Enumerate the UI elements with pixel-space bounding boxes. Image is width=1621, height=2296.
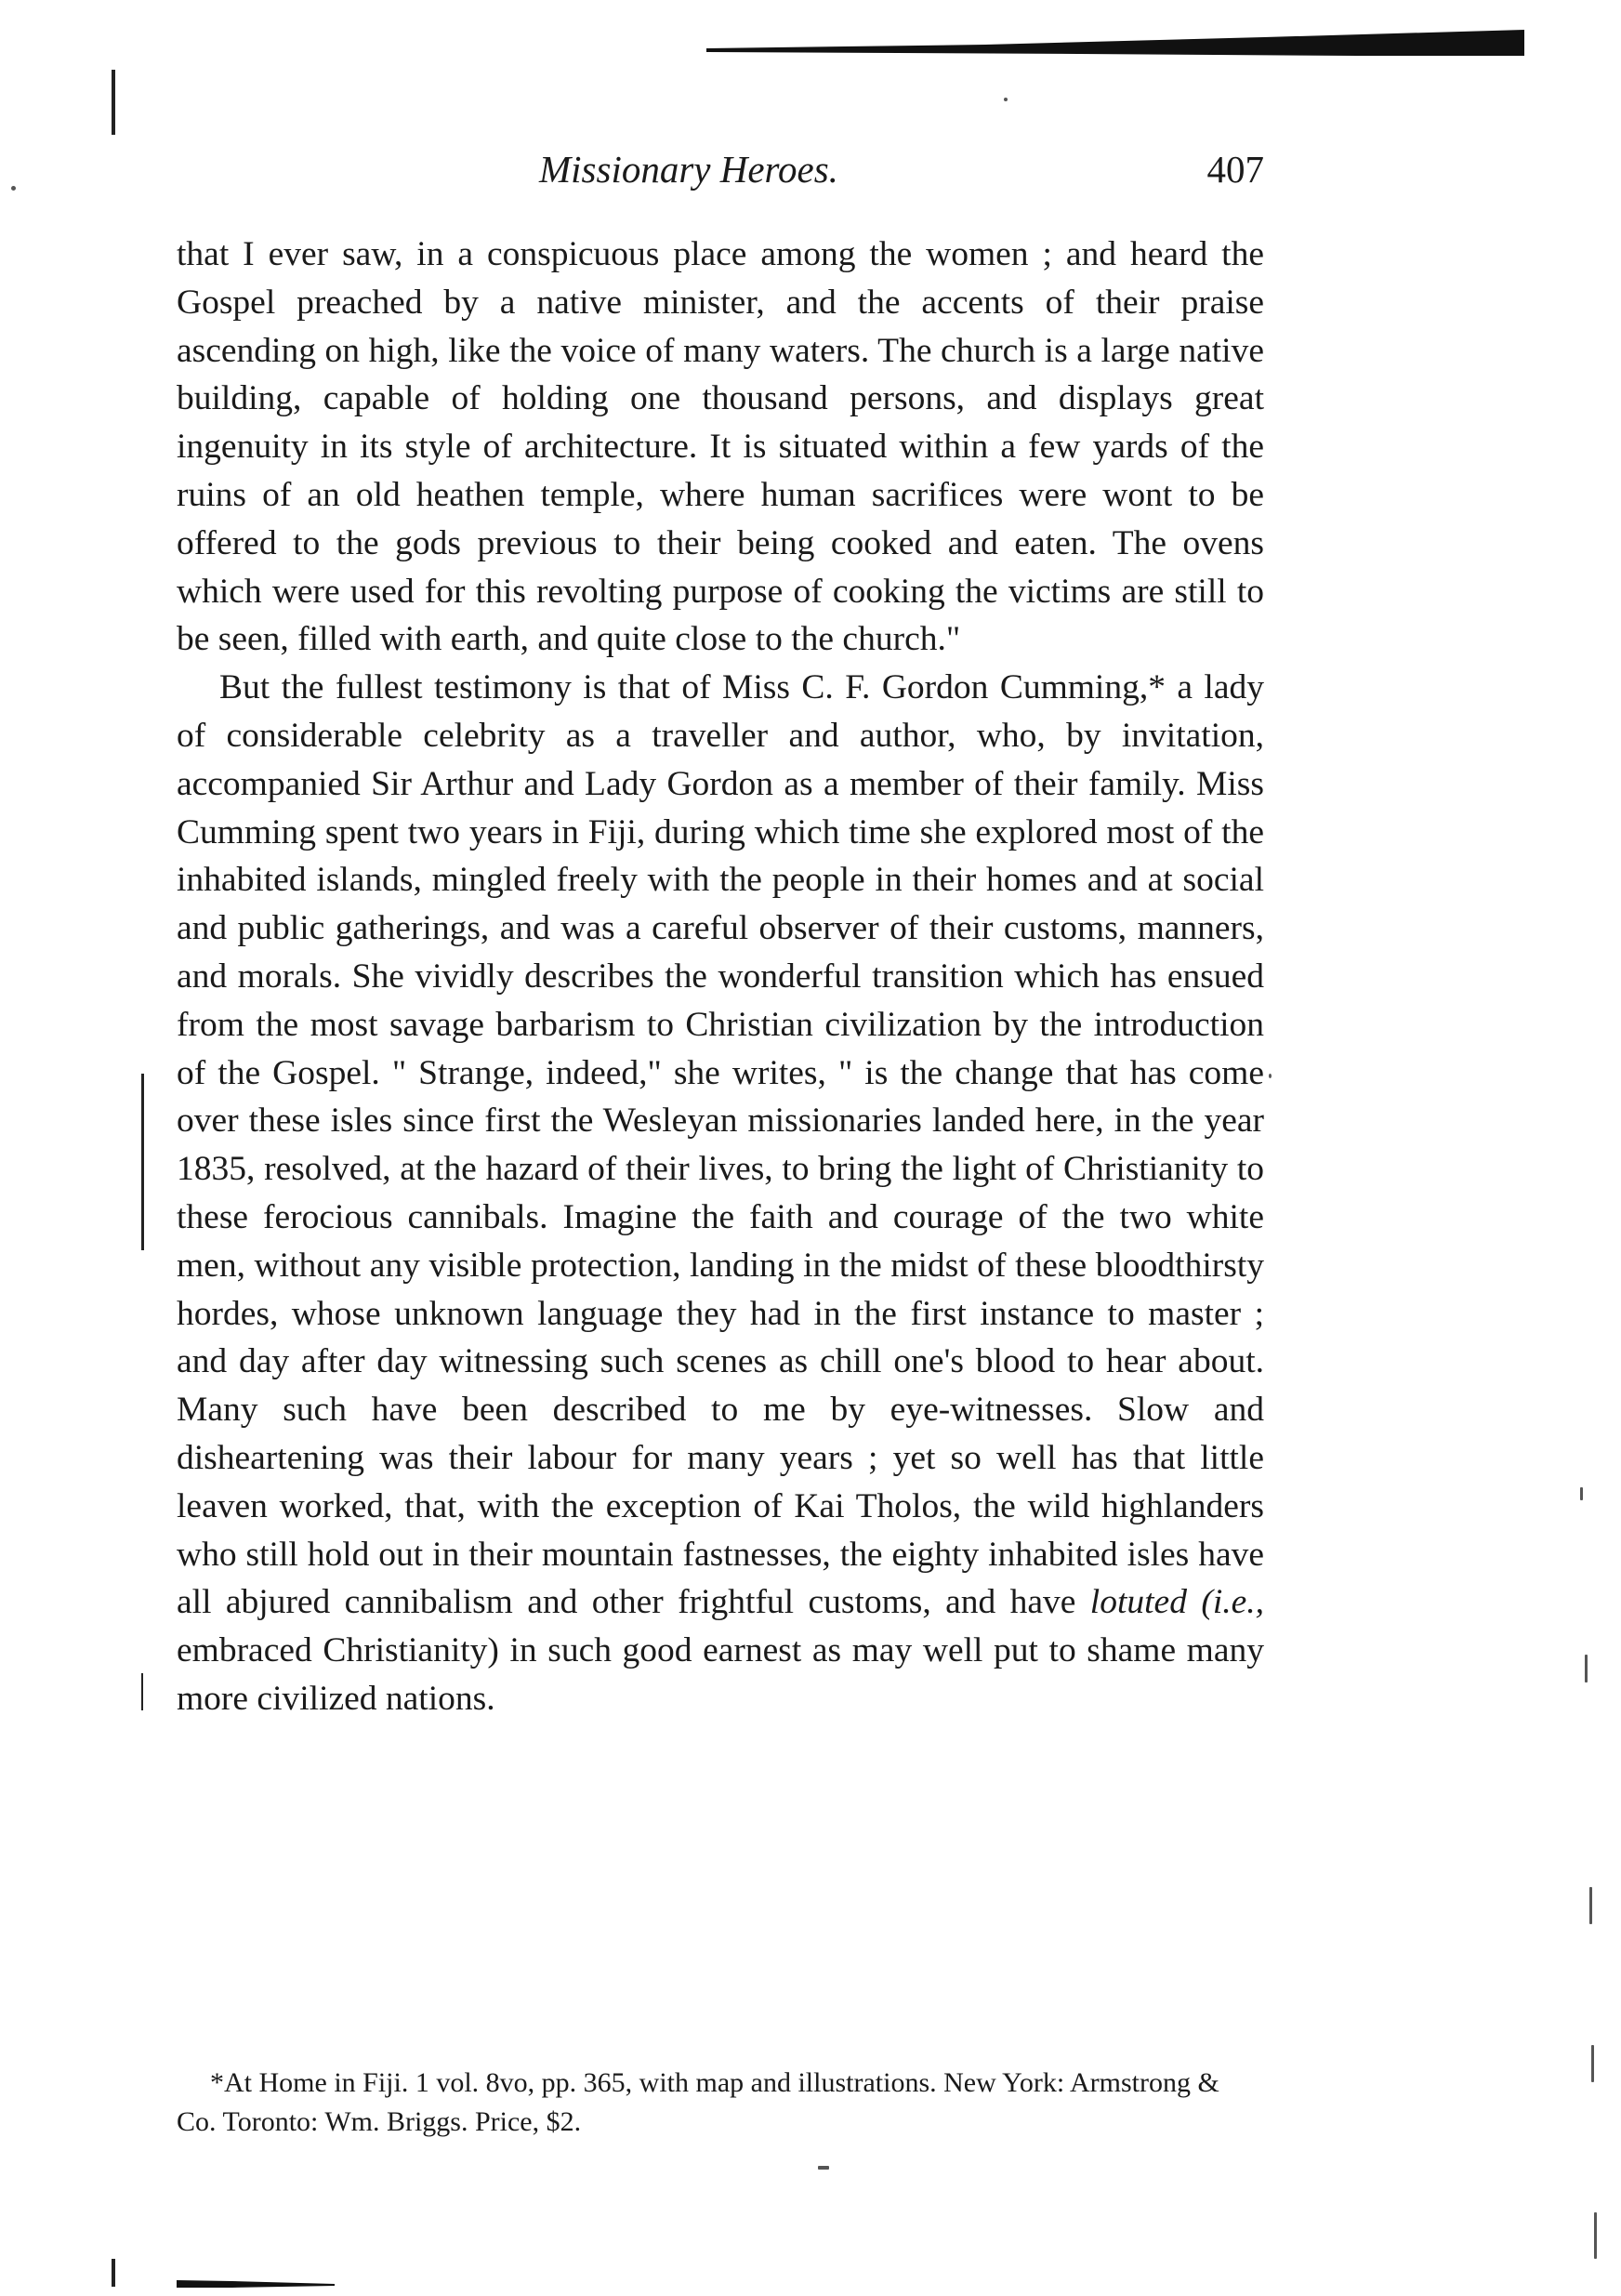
italic-abbreviation: (i.e., (1201, 1583, 1265, 1622)
body-text (177, 231, 1264, 1723)
paragraph-cumming (177, 664, 1264, 1723)
scan-speck (1580, 1487, 1583, 1500)
scan-speck (1589, 1887, 1592, 1924)
scan-speck (1269, 1074, 1272, 1078)
scan-speck (1585, 1655, 1588, 1682)
paragraph-cumming-end: embraced Christianity) in such good earnest as may well put to shame many more civilized nations. (177, 1631, 1264, 1718)
scan-speck (11, 186, 16, 191)
running-header (177, 147, 1264, 203)
italic-word: lotuted (1089, 1583, 1187, 1622)
scan-speck (1004, 98, 1008, 101)
scan-speck (1591, 2045, 1594, 2082)
left-margin-mark (141, 1074, 144, 1250)
left-margin-mark (141, 1673, 143, 1710)
scan-speck (818, 2166, 829, 2170)
bottom-scan-mark (177, 2276, 335, 2283)
left-margin-mark (112, 2259, 115, 2287)
page-number: 407 (1206, 148, 1264, 191)
paragraph-cumming-text: But the fullest testimony is that of Miss C. F. Gordon Cumming,* a lady of considerable celebrity as a traveller and author, who, by invitation, accompanied Sir Arthur and Lady Gordon as a member of their family. Miss Cumming spent two years in Fiji, during which time she explored most of the inhabited islands, mingled freely with the people in their homes and at social and public gatherings, and was a careful observer of their customs, manners, and morals. She vividly describes the wonderful transition which has ensued from the most savage barbarism to Christian civilization by the introduction of the Gospel. " Strange, indeed," she writes, " is the change that has come over these isles since first the Wesleyan missionaries landed here, in the year 1835, resolved, at the hazard of their lives, to bring the light of Christianity to these ferocious cannibals. Imagine the faith and courage of the two white men, without any visible protection, landing in the midst of these bloodthirsty hordes, whose unknown language they had in the first instance to master ; and day after day witnessing such scenes as chill one's blood to hear about. Many such have been described to me by eye-witnesses. Slow and disheartening was their labour for many years ; yet so well has that little leaven worked, that, with the exception of Kai Tholos, the wild highlanders who still hold out in their mountain fastnesses, the eighty inhabited isles have all abjured cannibalism and other frightful customs, and have (177, 668, 1264, 1622)
paragraph-continuation: that I ever saw, in a conspicuous place among the women ; and heard the Gospel preached by a native minister, and the accents of their praise ascending on high, like the voice of many waters. The church is a large native building, capable of holding one thousand persons, and displays great ingenuity in its style of architecture. It is situated within a few yards of the ruins of an old heathen temple, where human sacrifices were wont to be offered to the gods previous to their being cooked and eaten. The ovens which were used for this revolting purpose of cooking the victims are still to be seen, filled with earth, and quite close to the church." (177, 235, 1264, 659)
footnote-text: *At Home in Fiji. 1 vol. 8vo, pp. 365, with map and illustrations. New York: Armstrong & Co. Toronto: Wm. Briggs. Price, $2. (177, 2067, 1219, 2137)
running-title: Missionary Heroes. (539, 148, 838, 191)
left-margin-mark (112, 70, 115, 135)
footnote (177, 2064, 1264, 2142)
top-scan-bar (706, 28, 1524, 56)
scan-speck (1594, 2212, 1597, 2259)
